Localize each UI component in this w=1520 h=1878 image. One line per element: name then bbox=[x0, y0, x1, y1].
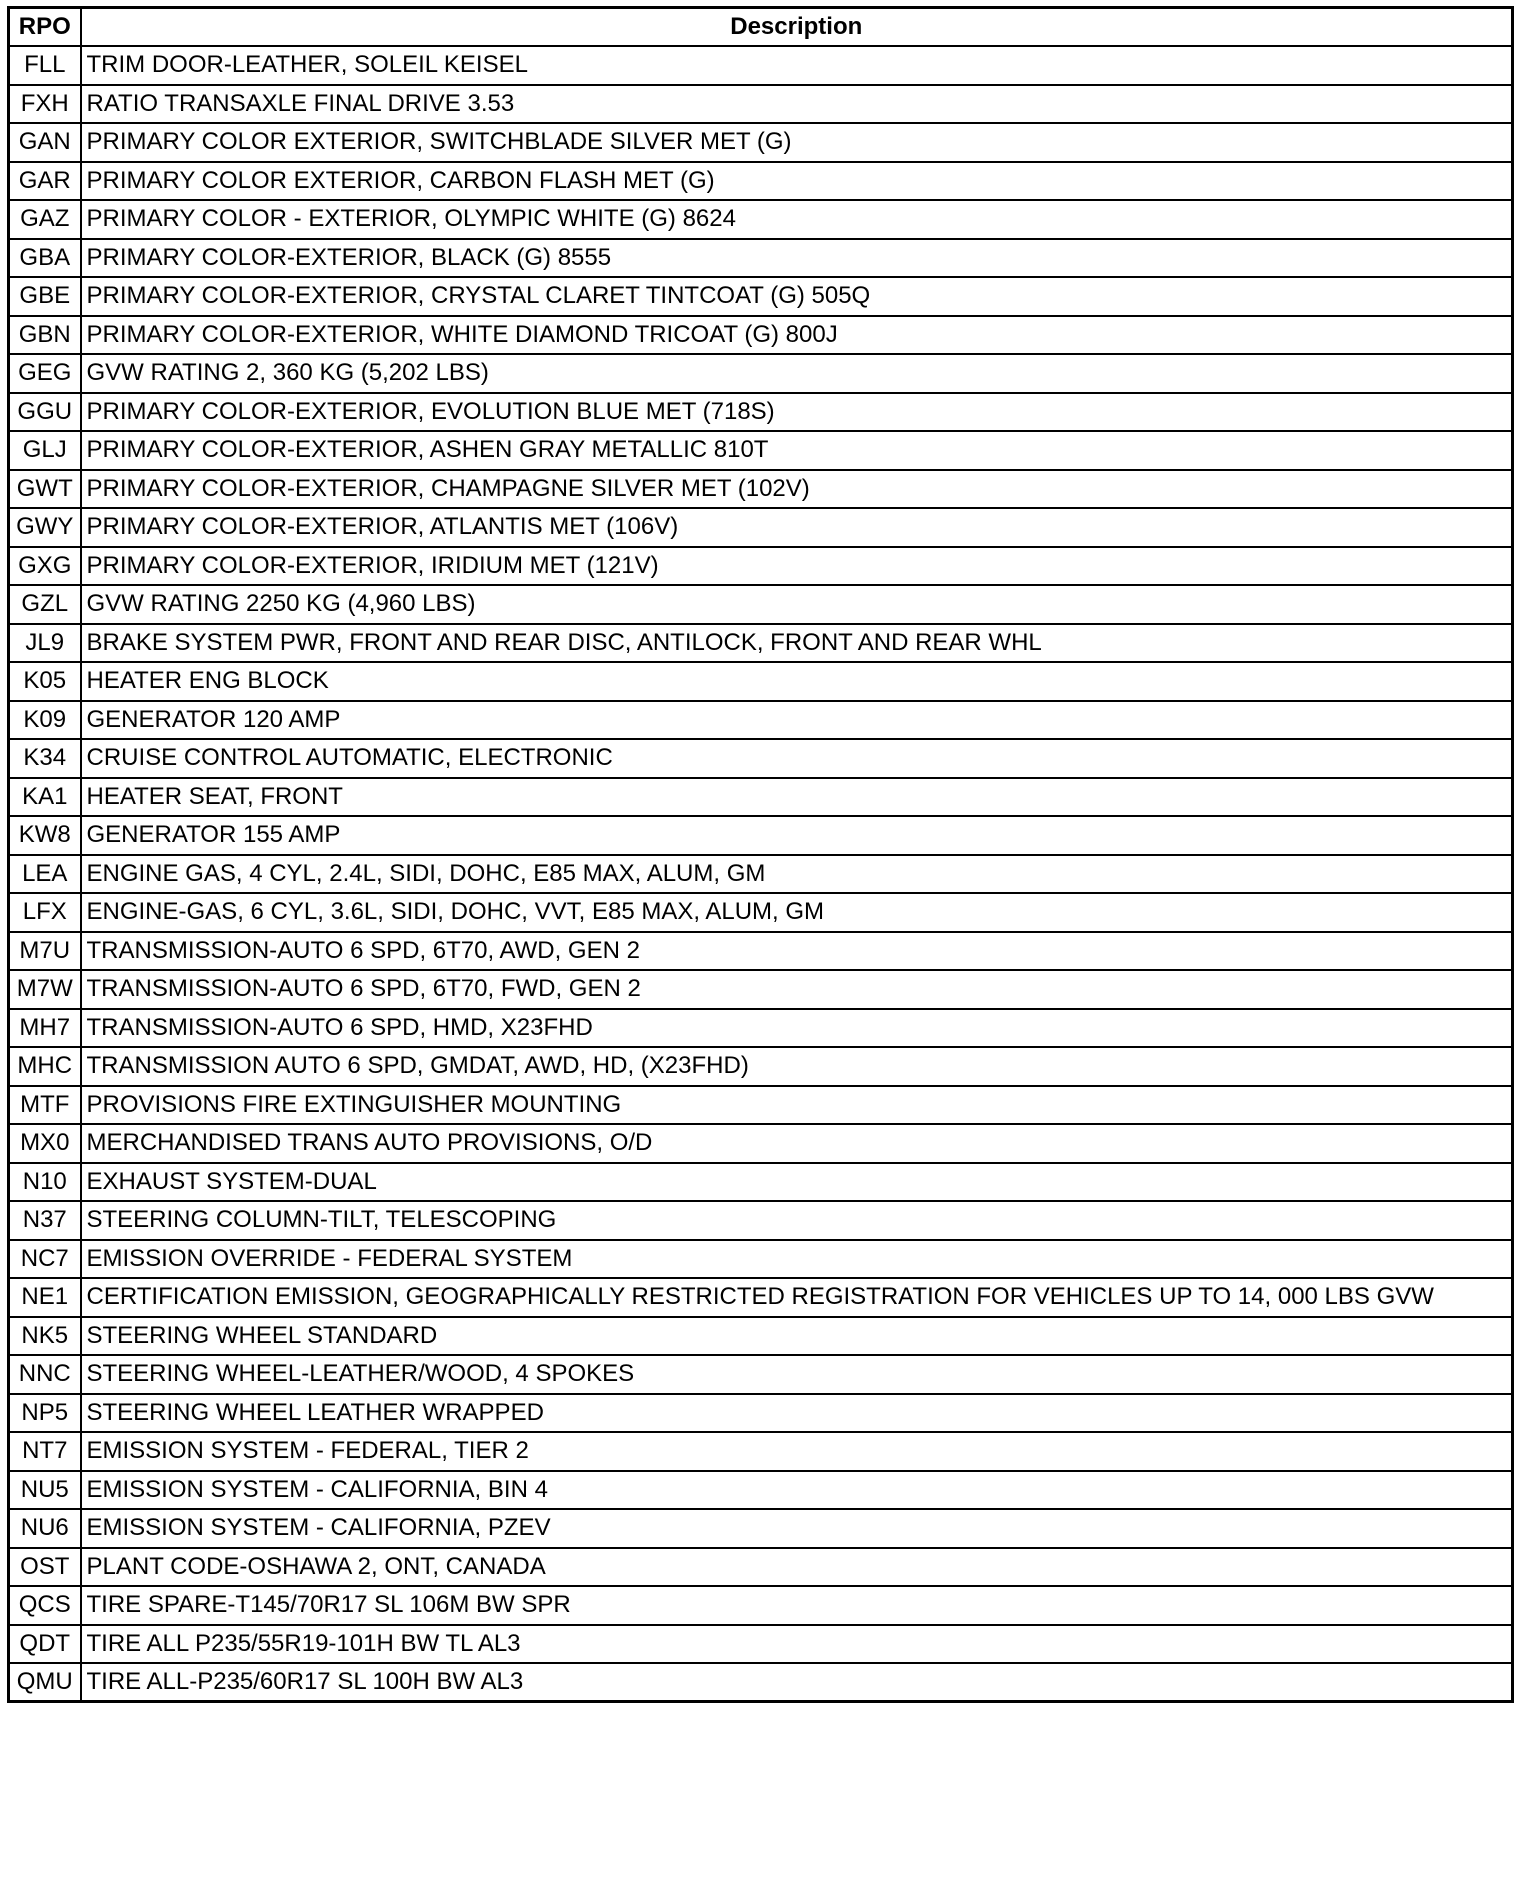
description-cell: STEERING WHEEL LEATHER WRAPPED bbox=[81, 1394, 1513, 1433]
rpo-code-cell: FXH bbox=[9, 85, 81, 124]
description-cell: TRIM DOOR-LEATHER, SOLEIL KEISEL bbox=[81, 46, 1513, 85]
description-cell: GENERATOR 120 AMP bbox=[81, 701, 1513, 740]
table-row bbox=[9, 932, 1513, 971]
rpo-code-cell: GGU bbox=[9, 393, 81, 432]
table-row bbox=[9, 316, 1513, 355]
table-row bbox=[9, 816, 1513, 855]
table-row bbox=[9, 778, 1513, 817]
table-row bbox=[9, 46, 1513, 85]
rpo-code-cell: MHC bbox=[9, 1047, 81, 1086]
rpo-code-cell: GWY bbox=[9, 508, 81, 547]
description-cell: PRIMARY COLOR-EXTERIOR, BLACK (G) 8555 bbox=[81, 239, 1513, 278]
rpo-code-cell: GLJ bbox=[9, 431, 81, 470]
rpo-code-cell: NK5 bbox=[9, 1317, 81, 1356]
table-row bbox=[9, 1355, 1513, 1394]
rpo-code-cell: K34 bbox=[9, 739, 81, 778]
rpo-code-cell: GBA bbox=[9, 239, 81, 278]
rpo-code-cell: M7W bbox=[9, 970, 81, 1009]
description-cell: MERCHANDISED TRANS AUTO PROVISIONS, O/D bbox=[81, 1124, 1513, 1163]
rpo-code-cell: QMU bbox=[9, 1663, 81, 1702]
description-cell: TIRE SPARE-T145/70R17 SL 106M BW SPR bbox=[81, 1586, 1513, 1625]
header-description: Description bbox=[81, 8, 1513, 47]
table-row bbox=[9, 585, 1513, 624]
table-row bbox=[9, 1124, 1513, 1163]
description-cell: CRUISE CONTROL AUTOMATIC, ELECTRONIC bbox=[81, 739, 1513, 778]
description-cell: EMISSION SYSTEM - FEDERAL, TIER 2 bbox=[81, 1432, 1513, 1471]
description-cell: PRIMARY COLOR-EXTERIOR, EVOLUTION BLUE MET (718S) bbox=[81, 393, 1513, 432]
rpo-code-cell: GWT bbox=[9, 470, 81, 509]
header-rpo: RPO bbox=[9, 8, 81, 47]
table-row bbox=[9, 1509, 1513, 1548]
rpo-code-cell: K05 bbox=[9, 662, 81, 701]
rpo-code-cell: KW8 bbox=[9, 816, 81, 855]
description-cell: EXHAUST SYSTEM-DUAL bbox=[81, 1163, 1513, 1202]
description-cell: ENGINE-GAS, 6 CYL, 3.6L, SIDI, DOHC, VVT, E85 MAX, ALUM, GM bbox=[81, 893, 1513, 932]
table-row bbox=[9, 1201, 1513, 1240]
table-row bbox=[9, 1163, 1513, 1202]
description-cell: PROVISIONS FIRE EXTINGUISHER MOUNTING bbox=[81, 1086, 1513, 1125]
description-cell: PRIMARY COLOR EXTERIOR, SWITCHBLADE SILVER MET (G) bbox=[81, 123, 1513, 162]
rpo-code-cell: GZL bbox=[9, 585, 81, 624]
rpo-code-cell: NT7 bbox=[9, 1432, 81, 1471]
table-row bbox=[9, 1548, 1513, 1587]
description-cell: EMISSION OVERRIDE - FEDERAL SYSTEM bbox=[81, 1240, 1513, 1279]
rpo-code-cell: N10 bbox=[9, 1163, 81, 1202]
table-row bbox=[9, 393, 1513, 432]
description-cell: STEERING COLUMN-TILT, TELESCOPING bbox=[81, 1201, 1513, 1240]
table-row bbox=[9, 277, 1513, 316]
rpo-code-cell: LFX bbox=[9, 893, 81, 932]
table-row bbox=[9, 1394, 1513, 1433]
table-row bbox=[9, 1625, 1513, 1664]
description-cell: GVW RATING 2, 360 KG (5,202 LBS) bbox=[81, 354, 1513, 393]
description-cell: HEATER ENG BLOCK bbox=[81, 662, 1513, 701]
rpo-code-cell: GBN bbox=[9, 316, 81, 355]
description-cell: PRIMARY COLOR-EXTERIOR, ASHEN GRAY METALLIC 810T bbox=[81, 431, 1513, 470]
table-row bbox=[9, 1663, 1513, 1702]
rpo-code-cell: GXG bbox=[9, 547, 81, 586]
description-cell: CERTIFICATION EMISSION, GEOGRAPHICALLY RESTRICTED REGISTRATION FOR VEHICLES UP TO 14, 000 LBS GVW bbox=[81, 1278, 1513, 1317]
table-row bbox=[9, 701, 1513, 740]
description-cell: PRIMARY COLOR - EXTERIOR, OLYMPIC WHITE (G) 8624 bbox=[81, 200, 1513, 239]
rpo-code-cell: MH7 bbox=[9, 1009, 81, 1048]
rpo-code-cell: NC7 bbox=[9, 1240, 81, 1279]
table-row bbox=[9, 1240, 1513, 1279]
rpo-code-cell: GBE bbox=[9, 277, 81, 316]
table-row bbox=[9, 1471, 1513, 1510]
table-row bbox=[9, 547, 1513, 586]
rpo-code-cell: LEA bbox=[9, 855, 81, 894]
rpo-code-cell: K09 bbox=[9, 701, 81, 740]
description-cell: TRANSMISSION-AUTO 6 SPD, 6T70, AWD, GEN 2 bbox=[81, 932, 1513, 971]
table-row bbox=[9, 893, 1513, 932]
table-body bbox=[9, 46, 1513, 1702]
table-row bbox=[9, 239, 1513, 278]
rpo-code-cell: OST bbox=[9, 1548, 81, 1587]
rpo-code-cell: N37 bbox=[9, 1201, 81, 1240]
rpo-code-cell: GEG bbox=[9, 354, 81, 393]
table-row bbox=[9, 1278, 1513, 1317]
rpo-code-cell: M7U bbox=[9, 932, 81, 971]
table-row bbox=[9, 470, 1513, 509]
table-row bbox=[9, 1317, 1513, 1356]
table-row bbox=[9, 85, 1513, 124]
description-cell: GVW RATING 2250 KG (4,960 LBS) bbox=[81, 585, 1513, 624]
table-row bbox=[9, 431, 1513, 470]
rpo-code-cell: GAZ bbox=[9, 200, 81, 239]
description-cell: GENERATOR 155 AMP bbox=[81, 816, 1513, 855]
table-row bbox=[9, 1009, 1513, 1048]
rpo-code-cell: MX0 bbox=[9, 1124, 81, 1163]
table-row bbox=[9, 970, 1513, 1009]
description-cell: HEATER SEAT, FRONT bbox=[81, 778, 1513, 817]
description-cell: TRANSMISSION AUTO 6 SPD, GMDAT, AWD, HD, (X23FHD) bbox=[81, 1047, 1513, 1086]
table-row bbox=[9, 1432, 1513, 1471]
description-cell: PRIMARY COLOR EXTERIOR, CARBON FLASH MET (G) bbox=[81, 162, 1513, 201]
table-row bbox=[9, 123, 1513, 162]
table-row bbox=[9, 200, 1513, 239]
table-row bbox=[9, 1047, 1513, 1086]
rpo-code-cell: KA1 bbox=[9, 778, 81, 817]
rpo-code-cell: NE1 bbox=[9, 1278, 81, 1317]
description-cell: EMISSION SYSTEM - CALIFORNIA, BIN 4 bbox=[81, 1471, 1513, 1510]
table-row bbox=[9, 662, 1513, 701]
description-cell: STEERING WHEEL-LEATHER/WOOD, 4 SPOKES bbox=[81, 1355, 1513, 1394]
table-row bbox=[9, 1086, 1513, 1125]
description-cell: STEERING WHEEL STANDARD bbox=[81, 1317, 1513, 1356]
table-row bbox=[9, 162, 1513, 201]
description-cell: BRAKE SYSTEM PWR, FRONT AND REAR DISC, ANTILOCK, FRONT AND REAR WHL bbox=[81, 624, 1513, 663]
rpo-code-cell: NP5 bbox=[9, 1394, 81, 1433]
description-cell: TIRE ALL-P235/60R17 SL 100H BW AL3 bbox=[81, 1663, 1513, 1702]
description-cell: PLANT CODE-OSHAWA 2, ONT, CANADA bbox=[81, 1548, 1513, 1587]
rpo-code-cell: GAR bbox=[9, 162, 81, 201]
description-cell: PRIMARY COLOR-EXTERIOR, CHAMPAGNE SILVER MET (102V) bbox=[81, 470, 1513, 509]
description-cell: PRIMARY COLOR-EXTERIOR, WHITE DIAMOND TRICOAT (G) 800J bbox=[81, 316, 1513, 355]
rpo-code-cell: GAN bbox=[9, 123, 81, 162]
description-cell: RATIO TRANSAXLE FINAL DRIVE 3.53 bbox=[81, 85, 1513, 124]
rpo-code-cell: MTF bbox=[9, 1086, 81, 1125]
description-cell: PRIMARY COLOR-EXTERIOR, CRYSTAL CLARET TINTCOAT (G) 505Q bbox=[81, 277, 1513, 316]
rpo-code-cell: JL9 bbox=[9, 624, 81, 663]
table-row bbox=[9, 354, 1513, 393]
description-cell: TRANSMISSION-AUTO 6 SPD, HMD, X23FHD bbox=[81, 1009, 1513, 1048]
rpo-table bbox=[7, 6, 1514, 1703]
rpo-code-cell: QDT bbox=[9, 1625, 81, 1664]
description-cell: EMISSION SYSTEM - CALIFORNIA, PZEV bbox=[81, 1509, 1513, 1548]
description-cell: PRIMARY COLOR-EXTERIOR, ATLANTIS MET (106V) bbox=[81, 508, 1513, 547]
rpo-code-cell: QCS bbox=[9, 1586, 81, 1625]
table-row bbox=[9, 855, 1513, 894]
rpo-code-cell: NU6 bbox=[9, 1509, 81, 1548]
rpo-code-cell: FLL bbox=[9, 46, 81, 85]
rpo-code-cell: NNC bbox=[9, 1355, 81, 1394]
description-cell: TRANSMISSION-AUTO 6 SPD, 6T70, FWD, GEN 2 bbox=[81, 970, 1513, 1009]
table-row bbox=[9, 739, 1513, 778]
table-header-row bbox=[9, 8, 1513, 47]
description-cell: TIRE ALL P235/55R19-101H BW TL AL3 bbox=[81, 1625, 1513, 1664]
rpo-code-cell: NU5 bbox=[9, 1471, 81, 1510]
description-cell: ENGINE GAS, 4 CYL, 2.4L, SIDI, DOHC, E85 MAX, ALUM, GM bbox=[81, 855, 1513, 894]
table-row bbox=[9, 508, 1513, 547]
table-row bbox=[9, 624, 1513, 663]
description-cell: PRIMARY COLOR-EXTERIOR, IRIDIUM MET (121V) bbox=[81, 547, 1513, 586]
table-row bbox=[9, 1586, 1513, 1625]
